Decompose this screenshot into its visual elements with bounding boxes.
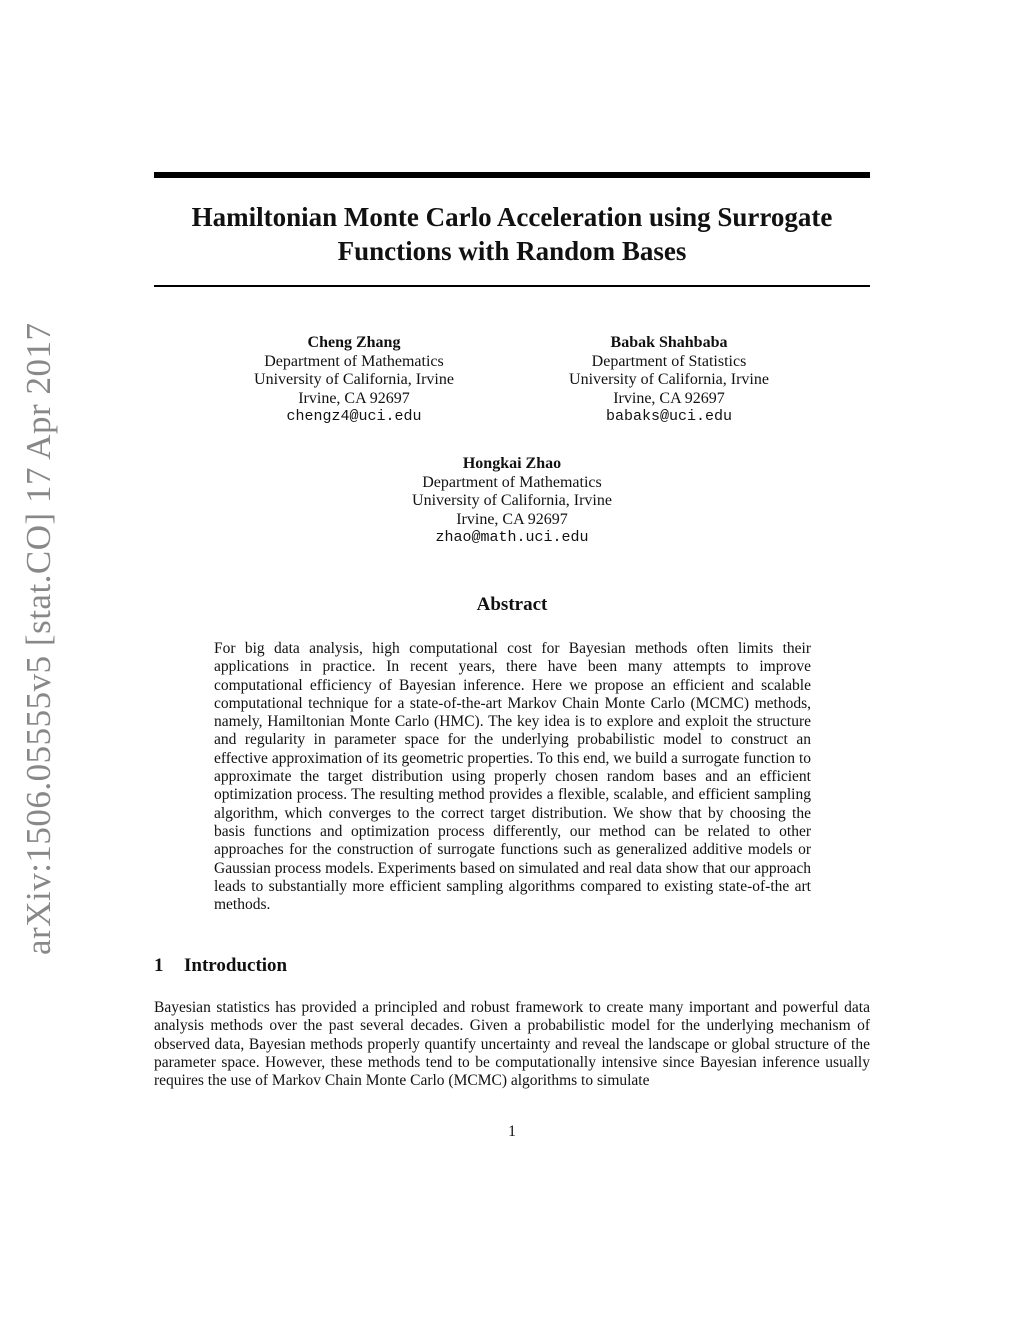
author-block [392,455,632,548]
paper-title: Hamiltonian Monte Carlo Acceleration using Surrogate Functions with Random Bases [191,202,833,266]
author-university: University of California, Irvine [569,371,769,388]
section-title: Introduction [184,955,288,976]
arxiv-identifier-stamp: arXiv:1506.05555v5 [stat.CO] 17 Apr 2017 [19,322,58,955]
section-heading [154,954,554,978]
author-department: Department of Mathematics [264,352,444,370]
title-bottom-rule [154,285,870,287]
author-university: University of California, Irvine [412,492,612,509]
author-location: Irvine, CA 92697 [298,389,410,407]
author-name: Hongkai Zhao [462,455,562,472]
abstract-text: For big data analysis, high computational cost for Bayesian methods often limits their applications in practice. In recent years, there have been many attempts to improve computational efficiency of Bayesian inference. Here we propose an efficient and scalable computational technique for a state-of-the-art Markov Chain Monte Carlo (MCMC) methods, namely, Hamiltonian Monte Carlo (HMC). The key idea is to explore and exploit the structure and regularity in parameter space for the underlying probabilistic model to construct an effective approximation of its geometric properties. To this end, we build a surrogate function to approximate the target distribution using properly chosen random bases and an efficient optimization process. The resulting method provides a flexible, scalable, and efficient sampling algorithm, which converges to the correct target distribution. We show that by choosing the basis functions and optimization process differently, our method can be related to other approaches for the construction of surrogate functions such as generalized additive models or Gaussian process models. Experiments based on simulated and real data show that our approach leads to substantially more efficient sampling algorithms compared to existing state-of-the art methods. [214,640,811,914]
author-university: University of California, Irvine [254,371,454,388]
author-email: chengz4@uci.edu [286,408,422,425]
abstract-heading: Abstract [476,594,548,615]
author-name: Babak Shahbaba [610,334,728,351]
author-block [234,334,474,427]
author-name: Cheng Zhang [307,334,401,351]
author-location: Irvine, CA 92697 [456,510,568,528]
page-number: 1 [508,1123,516,1140]
author-location: Irvine, CA 92697 [613,389,725,407]
author-block [549,334,789,427]
author-email: zhao@math.uci.edu [435,529,589,546]
author-department: Department of Statistics [591,352,747,370]
author-email: babaks@uci.edu [605,408,733,425]
author-department: Department of Mathematics [422,473,602,491]
introduction-text: Bayesian statistics has provided a principled and robust framework to create many important and powerful data analysis methods over the past several decades. Given a probabilistic model for the underlying mechanism of observed data, Bayesian methods properly quantify uncertainty and reveal the landscape or global structure of the parameter space. However, these methods tend to be computationally intensive since Bayesian inference usually requires the use of Markov Chain Monte Carlo (MCMC) algorithms to simulate [154,999,870,1090]
title-top-rule [154,172,870,178]
section-number: 1 [154,955,164,976]
